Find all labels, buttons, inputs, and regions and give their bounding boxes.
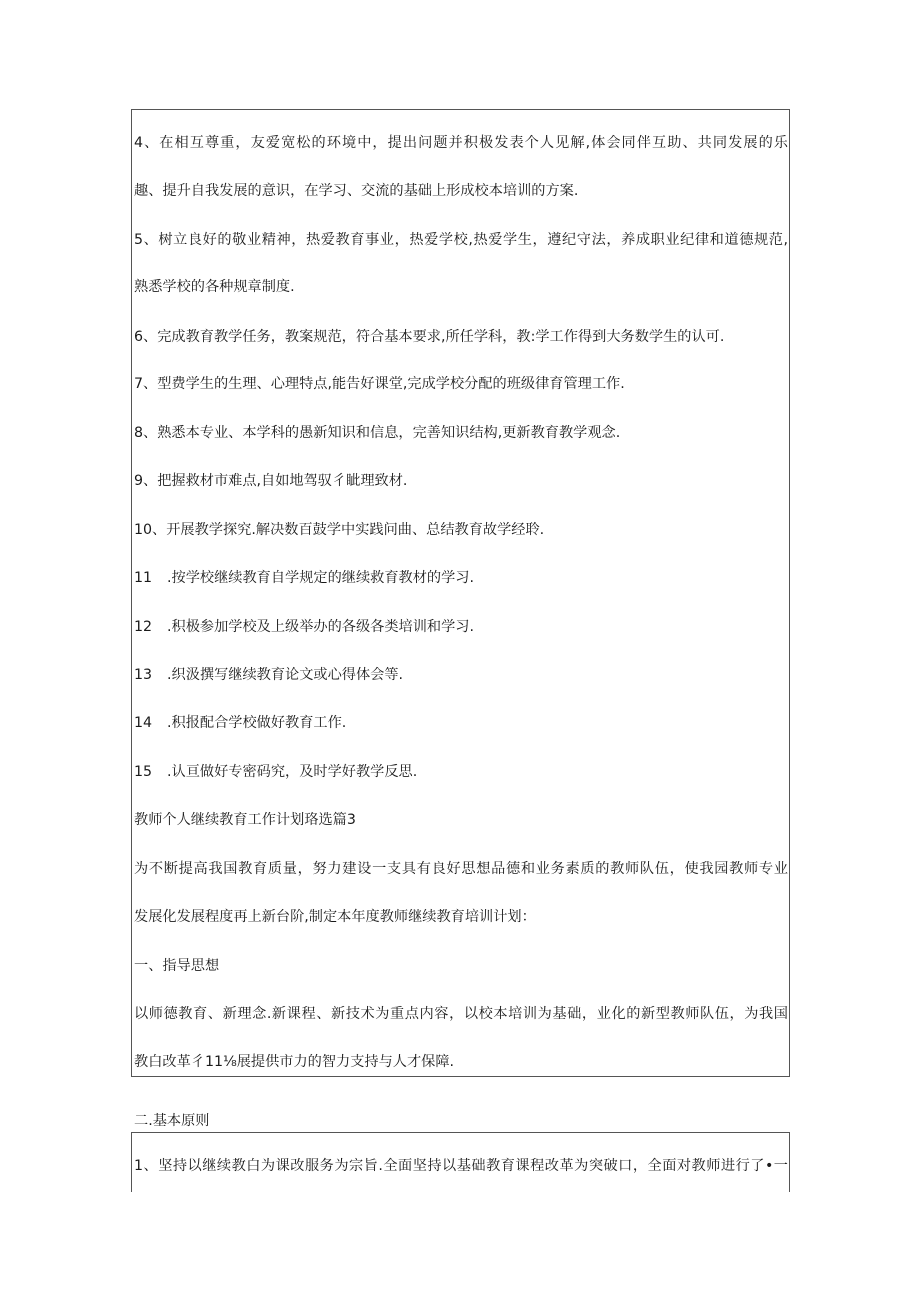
text-line: 10、开展教学探究.解决数百鼓学中实践问曲、总结教育故学经聆.: [134, 522, 545, 538]
text-line: 7、型费学生的生理、心理特点,能告好课堂,完成学校分配的班级律育管理工作.: [134, 376, 625, 392]
text-line: 8、熟悉本专业、本学科的愚新知识和信息，完善知识结构,更新教育教学观念.: [134, 425, 621, 441]
text-line: 趣、提升自我发展的意识，在学习、交流的基础上形成校本培训的方案.: [134, 183, 579, 199]
numbered-item: [134, 665, 403, 685]
paragraph-line: 教白改革彳11⅛展提供市力的智力支持与人才保障.: [134, 1054, 455, 1070]
text-line: 5、树立良好的敬业精神，热爱教育事业，热爱学校,热爱学生，遵纪守法，养成职业纪律和道德规范,: [134, 232, 788, 248]
numbered-item: [134, 713, 346, 733]
item-text: .按学校继续教育自学规定的继续救育教材的学习.: [167, 570, 474, 586]
numbered-item: [134, 568, 474, 588]
content-box-main: [131, 109, 790, 1077]
text-line: 1、坚持以继续教白为课改服务为宗旨.全面坚持以基础教育课程改革为突破口，全面对教师进行了•一: [134, 1158, 788, 1174]
text-line: 6、完成教育教学任务，教案规范，符合基本要求,所任学科，教:学工作得到大务数学生的认可.: [134, 329, 725, 345]
numbered-item: [134, 762, 417, 782]
paragraph-line: 发展化发展程度再上新台阶,制定本年度教师继续教育培训计划：: [134, 909, 536, 925]
item-number: 15: [134, 764, 153, 780]
text-line: 4、在相互尊重，友爱宽松的环境中，提出问题并积极发表个人见解,体会同伴互助、共同发展的乐: [134, 135, 788, 151]
heading-guiding-thought: 一、指导思想: [134, 958, 220, 974]
item-text: .积报配合学校做好教育工作.: [167, 715, 347, 731]
item-number: 12: [134, 619, 153, 635]
section-title: 教师个人继续教育工作计划珞选篇3: [134, 812, 356, 828]
item-text: .织汲撰写继续教育论文或心得体会等.: [167, 667, 404, 683]
paragraph-line: 为不断提高我国教育质量，努力建设一支具有良好思想品德和业务素质的教师队伍，使我园教师专业: [134, 861, 788, 877]
text-line: 9、把握救材市难点,自如地驾驭彳眦理致材.: [134, 473, 408, 489]
item-number: 11: [134, 570, 153, 586]
heading-basic-principles: 二.基本原则: [134, 1113, 210, 1129]
paragraph-line: 以师德教育、新理念.新课程、新技术为重点内容，以校本培训为基础，业化的新型教师队伍，为我国: [134, 1006, 788, 1022]
text-line: 熟悉学校的各种规章制度.: [134, 279, 295, 295]
item-text: .认亘做好专密码究，及时学好教学反思.: [167, 764, 418, 780]
item-number: 14: [134, 715, 153, 731]
numbered-item: [134, 617, 474, 637]
item-number: 13: [134, 667, 153, 683]
item-text: .积极参加学校及上级举办的各级各类培训和学习.: [167, 619, 474, 635]
